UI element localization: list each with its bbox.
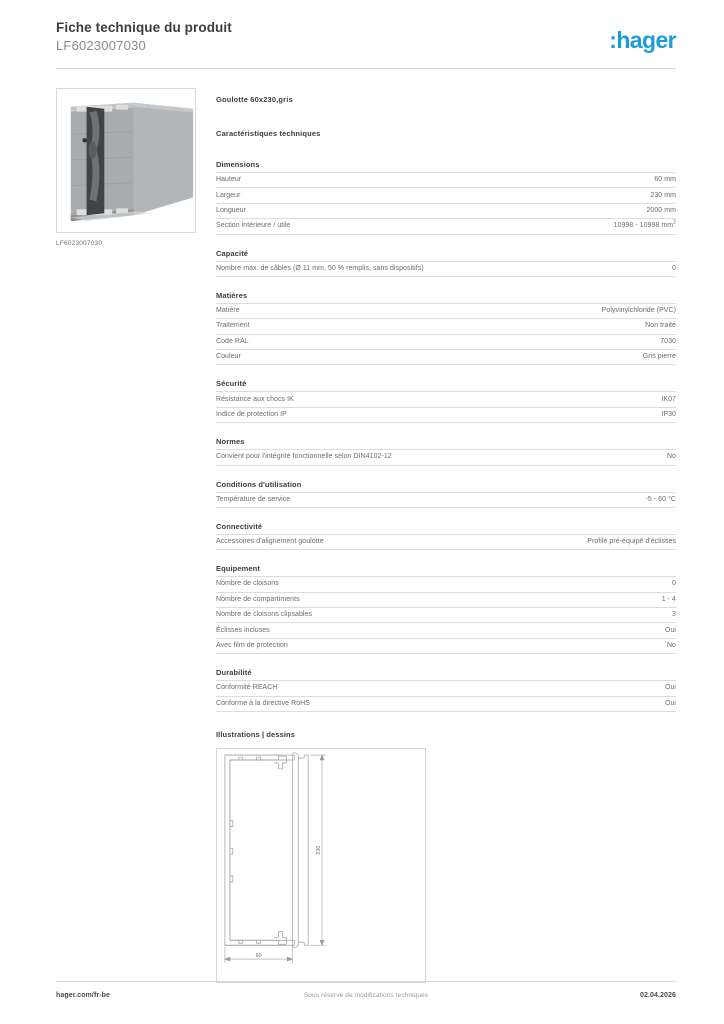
spec-table [216,492,676,508]
product-name: Goulotte 60x230,gris [216,95,293,104]
spec-value: Gris pierre [501,350,676,365]
spec-groups [216,160,676,712]
spec-value: IP30 [501,407,676,422]
page-header [56,20,676,68]
table-row [216,608,676,623]
trunking-photo-illustration [57,89,195,232]
spec-value: 3 [501,608,676,623]
spec-value: 2000 mm [501,203,676,218]
table-row [216,534,676,549]
table-row [216,492,676,507]
spec-group-title: Durabilité [216,668,252,678]
table-row [216,319,676,334]
spec-label: Conformité REACH [216,681,501,696]
illustrations-title: Illustrations | dessins [216,729,296,739]
spec-value: Profilé pré-équipé d'éclisses [501,534,676,549]
spec-value: No [501,638,676,653]
table-row [216,623,676,638]
spec-group-title: Dimensions [216,160,260,169]
spec-label: Température de service [216,492,501,507]
spec-group [216,522,676,550]
spec-group [216,668,676,712]
table-row [216,350,676,365]
spec-label: Indice de protection IP [216,407,501,422]
spec-label: Avec film de protection [216,638,501,653]
spec-label: Section intérieure / utile [216,219,501,234]
hager-logo [609,28,676,52]
table-row [216,173,676,188]
page-footer [56,992,676,1006]
logo-wordmark: hager [616,27,676,53]
spec-label: Nombre max. de câbles (Ø 11 mm, 50 % remplis, sans dispositifs) [216,261,501,276]
spec-label: Nombre de cloisons [216,577,501,592]
spec-group-title: Sécurité [216,379,247,389]
dimension-height-label: 230 [316,845,323,855]
spec-label: Nombre de cloisons clipsables [216,608,501,623]
technical-characteristics-title: Caractéristiques techniques [216,129,321,138]
cross-section-drawing [217,749,425,982]
spec-value: 0 [501,261,676,276]
spec-label: Éclisses incluses [216,623,501,638]
spec-value: IK07 [501,392,676,407]
spec-group [216,291,676,366]
product-figure [56,88,196,247]
spec-group-title: Capacité [216,248,249,258]
spec-group-title: Matières [216,290,248,300]
spec-table [216,261,676,277]
spec-value: Oui [501,681,676,696]
spec-group-title: Equipement [216,564,260,574]
spec-label: Longueur [216,203,501,218]
footer-divider [56,981,676,982]
spec-table [216,303,676,366]
table-row [216,638,676,653]
spec-value: -5 - 60 °C [501,492,676,507]
spec-value: 7030 [501,334,676,349]
spec-label: Code RAL [216,334,501,349]
table-row [216,407,676,422]
spec-group [216,249,676,277]
table-row [216,592,676,607]
technical-drawing [216,748,426,983]
table-row [216,303,676,318]
spec-group-title: Normes [216,437,245,447]
spec-group [216,480,676,508]
logo-colon-icon: : [609,27,616,53]
table-row [216,681,676,696]
spec-group [216,564,676,654]
product-image-caption: LF6023007030 [56,240,103,247]
spec-label: Accessoires d'alignement goulotte [216,534,501,549]
spec-value: Oui [501,696,676,711]
footer-disclaimer: Sous réserve de modifications techniques [303,992,429,999]
spec-group-title: Conditions d'utilisation [216,479,302,489]
spec-value: Polyvinylchloride (PVC) [501,303,676,318]
spec-label: Largeur [216,188,501,203]
table-row [216,219,676,234]
dimension-width-label: 60 [255,952,262,959]
spec-table [216,576,676,654]
spec-value: 230 mm [501,188,676,203]
spec-label: Nombre de compartiments [216,592,501,607]
spec-value: 1 - 4 [501,592,676,607]
table-row [216,392,676,407]
spec-value: No [501,450,676,465]
footer-website[interactable]: hager.com/fr-be [56,992,111,999]
spec-group [216,160,676,235]
footer-date: 02.04.2026 [639,992,676,999]
spec-group [216,437,676,465]
spec-value: Oui [501,623,676,638]
spec-label: Hauteur [216,173,501,188]
product-image [56,88,196,233]
spec-group-title: Connectivité [216,521,263,531]
table-row [216,261,676,276]
spec-group [216,379,676,423]
spec-label: Conforme à la directive RoHS [216,696,501,711]
spec-table [216,534,676,550]
spec-label: Traitement [216,319,501,334]
spec-label: Convient pour l'intégrité fonctionnelle selon DIN4102-12 [216,450,501,465]
table-row [216,334,676,349]
main-content [216,95,676,983]
page-title: Fiche technique du produit [56,20,232,35]
spec-value: 60 mm [501,173,676,188]
spec-label: Matière [216,303,501,318]
spec-table [216,449,676,465]
spec-table [216,680,676,712]
spec-label: Résistance aux chocs IK [216,392,501,407]
spec-value: 10998 - 10998 $mm^2$ [501,219,676,234]
spec-table [216,391,676,423]
table-row [216,577,676,592]
table-row [216,450,676,465]
table-row [216,696,676,711]
header-divider [56,68,676,69]
spec-value: Non traité [501,319,676,334]
table-row [216,203,676,218]
superscript: 2 [673,219,676,226]
table-row [216,188,676,203]
product-reference: LF6023007030 [56,38,146,53]
spec-value: 0 [501,577,676,592]
spec-label: Couleur [216,350,501,365]
spec-table [216,172,676,235]
